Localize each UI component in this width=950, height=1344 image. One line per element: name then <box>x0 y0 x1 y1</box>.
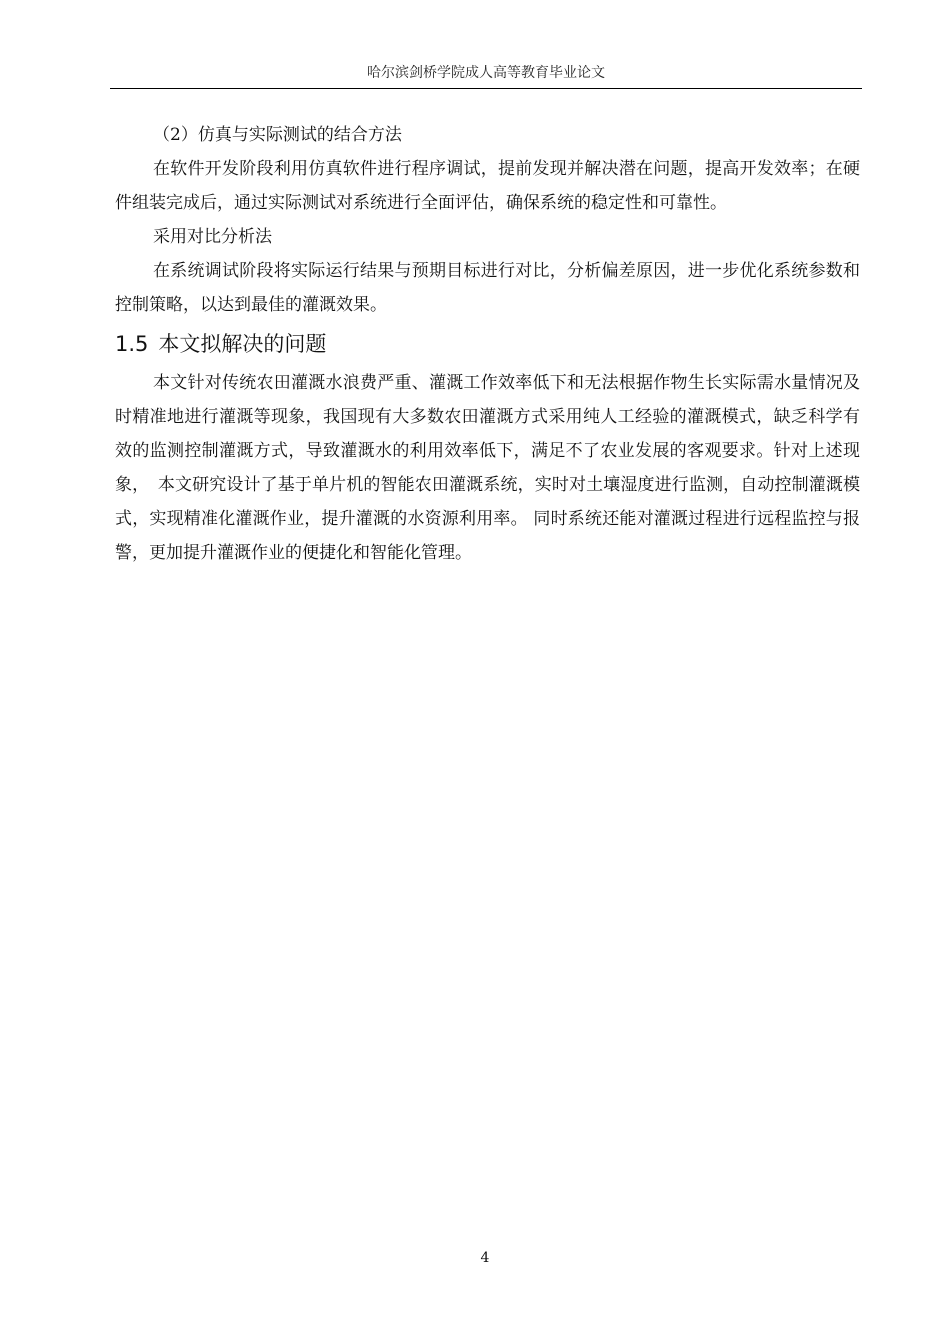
section-number: 1.5 <box>115 332 149 356</box>
section-paragraph: 本文针对传统农田灌溉水浪费严重、灌溉工作效率低下和无法根据作物生长实际需水量情况及时精准地进行灌溉等现象，我国现有大多数农田灌溉方式采用纯人工经验的灌溉模式，缺乏科学有效的监测控制灌溉方式，导致灌溉水的利用效率低下，满足不了农业发展的客观要求。针对上述现象， 本文研究设计了基于单片机的智能农田灌溉系统，实时对土壤湿度进行监测，自动控制灌溉模式，实现精准化灌溉作业，提升灌溉的水资源利用率。 同时系统还能对灌溉过程进行远程监控与报警，更加提升灌溉作业的便捷化和智能化管理。 <box>115 373 860 563</box>
header-divider <box>110 88 862 89</box>
subsection-2-title: （2）仿真与实际测试的结合方法 <box>153 125 402 145</box>
page-header-title: 哈尔滨剑桥学院成人高等教育毕业论文 <box>367 65 605 81</box>
page-number: 4 <box>480 1250 490 1266</box>
compare-method-title: 采用对比分析法 <box>153 227 272 247</box>
section-heading <box>115 326 860 362</box>
section-title: 本文拟解决的问题 <box>158 332 327 356</box>
compare-method-paragraph: 在系统调试阶段将实际运行结果与预期目标进行对比，分析偏差原因，进一步优化系统参数和控制策略，以达到最佳的灌溉效果。 <box>115 261 860 315</box>
page-content <box>115 118 860 570</box>
subsection-2-paragraph: 在软件开发阶段利用仿真软件进行程序调试，提前发现并解决潜在问题，提高开发效率；在硬件组装完成后，通过实际测试对系统进行全面评估，确保系统的稳定性和可靠性。 <box>115 159 860 213</box>
